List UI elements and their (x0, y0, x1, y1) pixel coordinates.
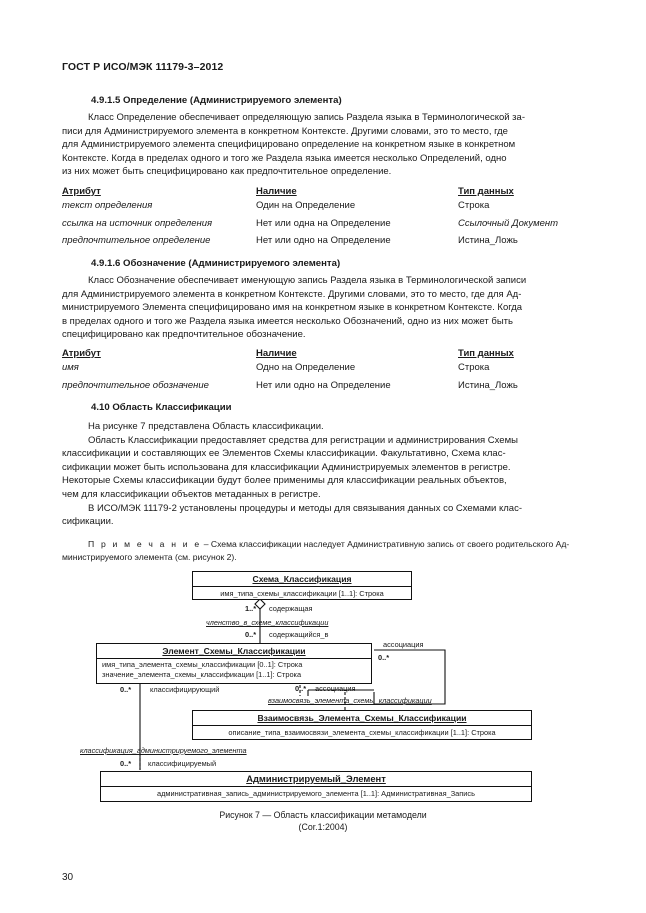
note-line: министрируемого элемента (см. рисунок 2). (62, 551, 237, 562)
class-attribute: административная_запись_администрируемого_элемента [1..1]: Административная_Запись (157, 789, 475, 798)
text-line: сификации. (62, 516, 114, 528)
text-line: из них может быть специфицировано как предпочтительное определение. (62, 166, 392, 178)
text-line: для Администрируемого элемента специфицировано определение на конкретном языке в конкретном (62, 139, 516, 151)
table-cell: Строка (458, 200, 490, 211)
class-title: Администрируемый_Элемент (101, 772, 531, 787)
table-cell: Одно на Определение (256, 362, 356, 373)
table-cell: Нет или одна на Определение (256, 218, 391, 229)
table-cell: ссылка на источник определения (62, 218, 213, 229)
class-title: Элемент_Схемы_Классификации (97, 644, 371, 659)
role-label: содержащая (269, 604, 313, 613)
role-label: содержащийся_в (269, 630, 329, 639)
table-cell: предпочтительное определение (62, 235, 211, 246)
figure-caption: Рисунок 7 — Область классификации метамодели (219, 810, 427, 820)
uml-class-relationship (192, 710, 532, 740)
table-cell: Строка (458, 362, 490, 373)
uml-class-element (96, 643, 372, 684)
text-line: Некоторые Схемы классификации будут более применимы для классификации реальных объектов, (62, 475, 507, 487)
table-cell: Истина_Ложь (458, 380, 518, 391)
text-line: чем для классификации объектов метаданных в регистре. (62, 488, 321, 500)
multiplicity-label: 1..* (245, 604, 257, 613)
table-cell: Истина_Ложь (458, 235, 518, 246)
association-name-label: классификация_администрируемого_элемента (80, 746, 247, 755)
text-line: специфицировано как предпочтительное обозначение. (62, 329, 306, 341)
table-cell: имя (62, 362, 79, 373)
table-cell: текст определения (62, 200, 153, 211)
class-attribute: описание_типа_взаимосвязи_элемента_схемы_классификации [1..1]: Строка (228, 728, 496, 737)
multiplicity-label: 0..* (120, 685, 132, 694)
multiplicity-label: 0..* (378, 653, 390, 662)
table-header-datatype: Тип данных (458, 186, 514, 197)
note-text: – Схема классификации наследует Административную запись от своего родительского Ад- (201, 539, 570, 549)
section-heading-4916: 4.9.1.6 Обозначение (Администрируемого элемента) (91, 258, 341, 269)
class-title: Схема_Классификация (193, 572, 411, 587)
association-name-label: взаимосвязь_элемента_схемы_классификации (268, 696, 432, 705)
text-line: классификации и составляющих ее Элементов Схемы классификации. Факультативно, Схема клас- (62, 448, 506, 460)
figure-corrigendum: (Cor.1:2004) (298, 822, 348, 832)
multiplicity-label: 0..* (120, 759, 132, 768)
table-header-presence: Наличие (256, 186, 297, 197)
class-attribute: имя_типа_элемента_схемы_классификации [0..1]: Строка (102, 660, 303, 669)
text-line: сификации может быть использована для классификации Администрируемых элементов в регистре. (62, 461, 511, 473)
section-heading-410: 4.10 Область Классификации (91, 402, 232, 413)
role-label: ассоциация (383, 640, 424, 649)
table-cell: Нет или одно на Определение (256, 235, 391, 246)
class-attribute: значение_элемента_схемы_классификации [1..1]: Строка (102, 669, 302, 679)
text-line: министрируемого Элемента специфицировано имя на конкретном языке в конкретном Контексте. Когда (62, 302, 523, 314)
table-header-datatype: Тип данных (458, 348, 514, 359)
table-header-attribute: Атрибут (62, 186, 101, 197)
uml-class-scheme (192, 571, 412, 600)
table-header-presence: Наличие (256, 348, 297, 359)
document-header: ГОСТ Р ИСО/МЭК 11179-3–2012 (62, 61, 224, 73)
text-line: для Администрируемого элемента в конкретном Контексте. Другими словами, это то место, где для Ад- (62, 288, 522, 300)
table-cell: Нет или одно на Определение (256, 380, 391, 391)
text-line: Контексте. Когда в пределах одного и того же Раздела языка имеется несколько Определений, одно (62, 152, 507, 164)
association-name-label: членство_в_схеме_классификации (206, 618, 329, 627)
text-line: Область Классификации предоставляет средства для регистрации и администрирования Схемы (88, 434, 518, 446)
multiplicity-label: 0..* (295, 684, 307, 693)
role-label: классифицирующий (150, 685, 220, 694)
text-line: писи для Администрируемого элемента в конкретном Контексте. Другими словами, это то место, где (62, 125, 508, 137)
uml-class-admin-element (100, 771, 532, 802)
table-cell: предпочтительное обозначение (62, 380, 209, 391)
text-line: В ИСО/МЭК 11179-2 установлены процедуры и методы для связывания данных со Схемами клас- (88, 502, 522, 514)
text-line: На рисунке 7 представлена Область классификации. (88, 421, 324, 432)
note-label: П р и м е ч а н и е (88, 539, 202, 549)
text-line: в пределах одного и того же Раздела языка имеется несколько Обозначений, одно из них может быть (62, 315, 513, 327)
multiplicity-label: 0..* (245, 630, 257, 639)
table-cell: Ссылочный Документ (458, 218, 559, 229)
table-header-attribute: Атрибут (62, 348, 101, 359)
table-cell: Один на Определение (256, 200, 356, 211)
text-line: Класс Определение обеспечивает определяющую запись Раздела языка в Терминологической за- (88, 112, 525, 123)
class-attribute: имя_типа_схемы_классификации [1..1]: Строка (220, 589, 384, 598)
section-heading-4915: 4.9.1.5 Определение (Администрируемого элемента) (91, 95, 342, 106)
role-label: классифицируемый (148, 759, 217, 768)
text-line: Класс Обозначение обеспечивает именующую запись Раздела языка в Терминологической записи (88, 275, 527, 286)
page-number: 30 (62, 872, 74, 883)
role-label: ассоциация (315, 684, 356, 693)
class-title: Взаимосвязь_Элемента_Схемы_Классификации (193, 711, 531, 726)
